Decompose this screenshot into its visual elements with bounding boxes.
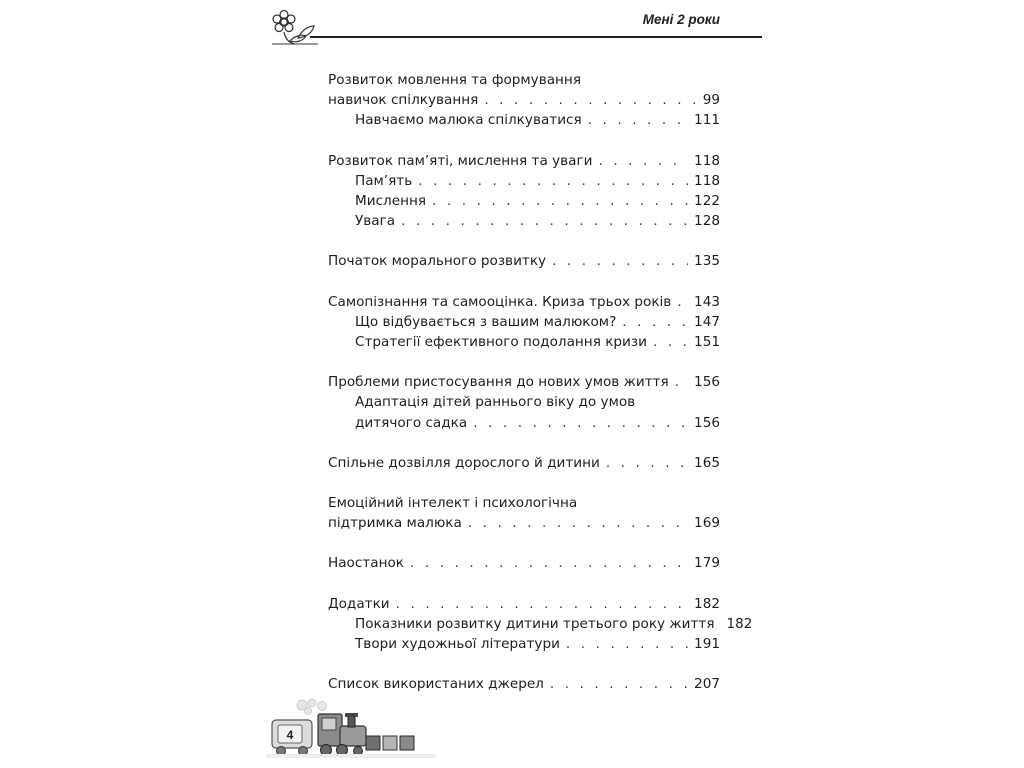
toc-page-number: 128	[694, 213, 720, 230]
toc-group	[328, 151, 720, 232]
toc-page-number: 169	[694, 515, 720, 532]
toc-page-number: 122	[694, 193, 720, 210]
toc-entry-label: підтримка малюка	[328, 515, 462, 532]
dot-leader	[675, 372, 688, 392]
toc-subentry[interactable]	[328, 171, 720, 191]
toc-entry-label: Стратегії ефективного подолання кризи	[355, 334, 647, 351]
toc-group	[328, 553, 720, 573]
toc-page-number: 135	[694, 253, 720, 270]
dot-leader	[473, 413, 688, 433]
toc-entry-label: Пам’ять	[355, 172, 413, 189]
toc-page-number: 165	[694, 454, 720, 471]
toc-page-number: 118	[694, 152, 720, 169]
toc-entry-label: Показники розвитку дитини третього року життя	[355, 615, 715, 632]
dot-leader	[484, 90, 696, 110]
toc-group	[328, 372, 720, 433]
footer-decoration	[266, 696, 436, 758]
toc-subentry[interactable]	[328, 211, 720, 231]
toc-page-number: 143	[694, 293, 720, 310]
toc-entry-label: Розвиток мовлення та формування	[328, 72, 581, 88]
toc-entry-label: Проблеми пристосування до нових умов життя	[328, 374, 669, 391]
dot-leader	[653, 332, 688, 352]
dot-leader	[401, 211, 688, 231]
page-header	[270, 8, 762, 42]
header-rule	[310, 36, 762, 38]
toc-subentry[interactable]	[328, 312, 720, 332]
toc-page-number: 182	[694, 595, 720, 612]
toc-entry[interactable]	[328, 251, 720, 271]
toc-entry[interactable]	[328, 90, 720, 110]
dot-leader	[622, 312, 688, 332]
toc-page-number: 179	[694, 555, 720, 572]
toc-entry-label: дитячого садка	[355, 414, 468, 431]
toc-entry[interactable]	[328, 453, 720, 473]
toc-entry-label: Навчаємо малюка спілкуватися	[355, 112, 582, 129]
toc-subentry[interactable]	[328, 332, 720, 352]
toc-group	[328, 70, 720, 131]
toc-entry[interactable]	[328, 674, 720, 694]
toc-entry-label: Що відбувається з вашим малюком?	[355, 313, 617, 330]
toc-page-number: 156	[694, 374, 720, 391]
toc-page-number: 191	[694, 636, 720, 653]
toc-entry-label: Розвиток пам’яті, мислення та уваги	[328, 152, 593, 169]
toc-group	[328, 594, 753, 655]
toc-entry[interactable]	[328, 292, 720, 312]
toc-entry[interactable]	[328, 151, 720, 171]
toc-group	[328, 251, 720, 271]
toc-entry-label: Спільне дозвілля дорослого й дитини	[328, 454, 600, 471]
toc-entry-label: Додатки	[328, 595, 390, 612]
toc-page-number: 156	[694, 414, 720, 431]
toc-group	[328, 674, 720, 694]
toc-entry-label: Початок морального розвитку	[328, 253, 547, 270]
toc-entry[interactable]	[328, 513, 720, 533]
toc-entry-label: Наостанок	[328, 555, 405, 572]
dot-leader	[468, 513, 688, 533]
toc-entry-label: навичок спілкування	[328, 92, 479, 109]
toc-entry-label: Адаптація дітей раннього віку до умов	[355, 394, 636, 411]
toc-subentry[interactable]	[328, 110, 720, 130]
dot-leader	[550, 674, 688, 694]
dot-leader	[418, 171, 688, 191]
dot-leader	[410, 553, 688, 573]
dot-leader	[396, 594, 688, 614]
page-number: 4	[286, 728, 294, 742]
toc-group	[328, 453, 720, 473]
dot-leader	[588, 110, 688, 130]
dot-leader	[606, 453, 688, 473]
toc-page-number: 118	[694, 172, 720, 189]
toc-group	[328, 292, 720, 353]
toc-subentry[interactable]	[328, 413, 720, 433]
toc-entry[interactable]	[328, 553, 720, 573]
toc-subentry[interactable]	[328, 614, 753, 634]
toc-entry-label: Список використаних джерел	[328, 676, 544, 693]
table-of-contents	[328, 70, 753, 714]
toc-entry-label: Емоційний інтелект і психологічна	[328, 495, 578, 512]
toc-subentry[interactable]	[328, 634, 720, 654]
flower-icon	[270, 8, 322, 48]
toc-entry[interactable]	[328, 372, 720, 392]
toc-group	[328, 493, 720, 533]
toc-page-number: 151	[694, 334, 720, 351]
running-header-title: Мені 2 роки	[642, 12, 720, 27]
toc-page-number: 147	[694, 313, 720, 330]
toc-entry-label: Мислення	[355, 193, 427, 210]
dot-leader	[599, 151, 689, 171]
toc-entry[interactable]	[328, 594, 720, 614]
toc-page-number: 207	[694, 676, 720, 693]
dot-leader	[432, 191, 688, 211]
toc-entry-label: Твори художньої літератури	[355, 636, 560, 653]
toc-page-number: 99	[702, 92, 720, 109]
toc-entry-label: Самопізнання та самооцінка. Криза трьох років	[328, 293, 672, 310]
dot-leader	[552, 251, 688, 271]
toc-subentry[interactable]	[328, 191, 720, 211]
toc-page-number: 111	[694, 112, 720, 129]
dot-leader	[566, 634, 688, 654]
toc-page-number: 182	[726, 615, 753, 632]
toc-entry-label: Увага	[355, 213, 396, 230]
dot-leader	[677, 292, 688, 312]
